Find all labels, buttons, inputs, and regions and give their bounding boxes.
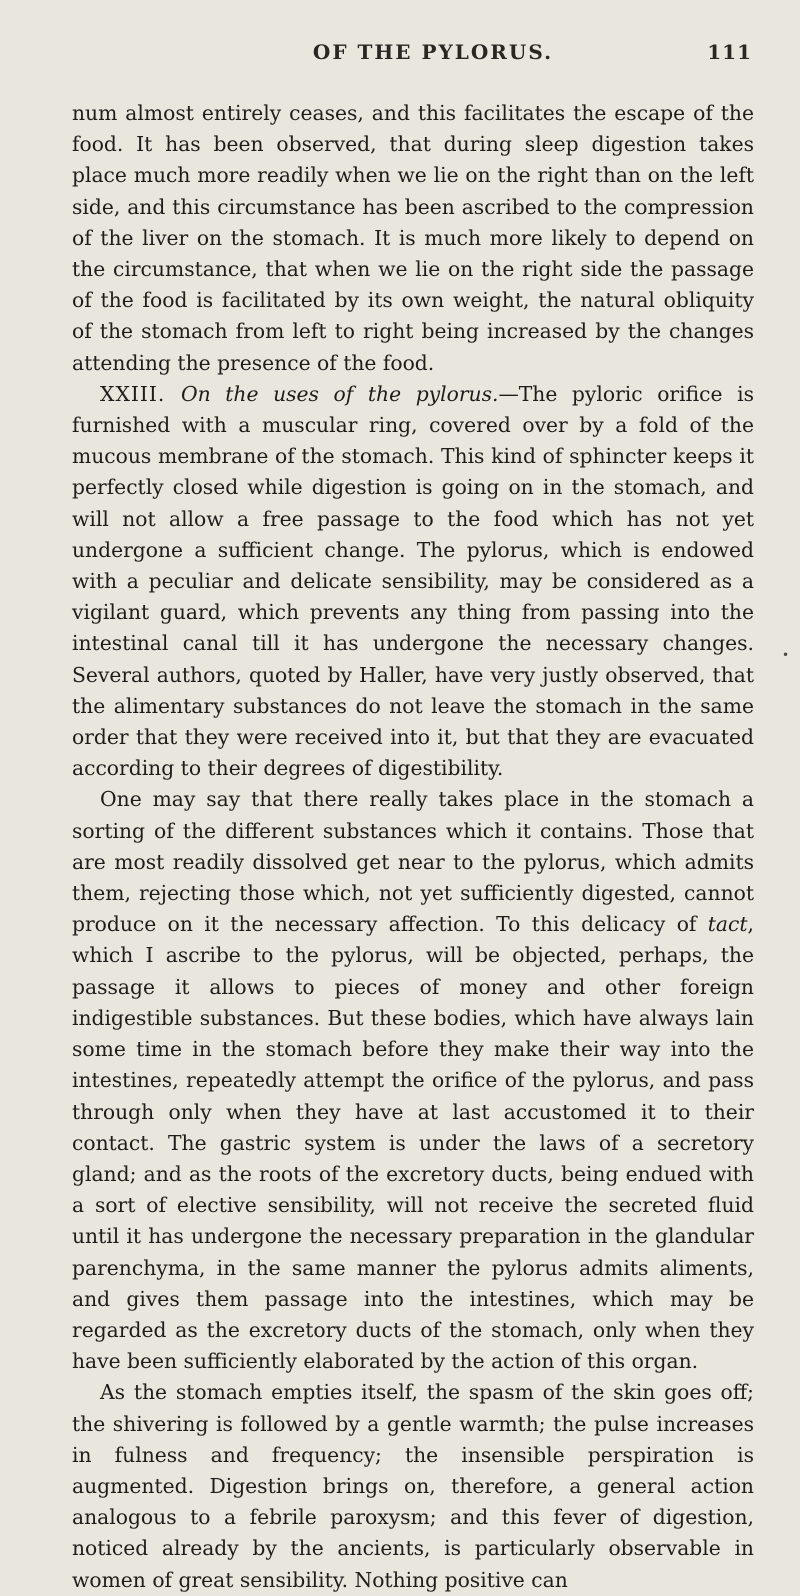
paragraph-text: As the stomach empties itself, the spasm of the skin goes off; the shivering is followed by a gentle warmth; the pulse increases in fulness and frequency; the insensible perspiration is augmented. Digestion brings on, therefore, a general action analogous to a febrile paroxysm; and this fever of digestion, noticed already by the ancients, is particularly observable in women of great sensibility. Nothing positive can <box>72 1380 754 1592</box>
running-head <box>72 40 754 80</box>
paragraph-text: —The pyloric orifice is furnished with a muscular ring, covered over by a fold of the mucous membrane of the stomach. This kind of sphincter keeps it perfectly closed while digestion is going on in the stomach, and will not allow a free passage to the food which has not yet undergone a sufficient change. The pylorus, which is endowed with a peculiar and delicate sensibility, may be considered as a vigilant guard, which prevents any thing from passing into the intestinal canal till it has undergone the necessary changes. Several authors, quoted by Haller, have very justly observed, that the alimentary substances do not leave the stomach in the same order that they were received into it, but that they are evacuated according to their degrees of digestibility. <box>72 381 754 781</box>
paragraph-sorting <box>72 784 754 1377</box>
paragraph-section-xxiii <box>72 379 754 785</box>
section-number: XXIII. <box>100 381 181 406</box>
paragraph-continuation <box>72 98 754 379</box>
paragraph-digestion-fever <box>72 1377 754 1595</box>
margin-mark: • <box>782 648 790 662</box>
paragraph-text: num almost entirely ceases, and this facilitates the escape of the food. It has been observed, that during sleep digestion takes place much more readily when we lie on the right than on the left side, and this circumstance has been ascribed to the compression of the liver on the stomach. It is much more likely to depend on the circumstance, that when we lie on the right side the passage of the food is facilitated by its own weight, the natural obliquity of the stomach from left to right being increased by the changes attending the presence of the food. <box>72 101 754 375</box>
body-text <box>72 98 754 1596</box>
page-number: 111 <box>707 40 752 64</box>
paragraph-text: One may say that there really takes place in the stomach a sorting of the different substances which it contains. Those that are most readily dissolved get near to the pylorus, which admits them, rejecting those which, not yet sufficiently digested, cannot produce on it the necessary affection. To this delicacy of <box>72 787 754 937</box>
paragraph-text: , which I ascribe to the pylorus, will be objected, perhaps, the passage it allows to pieces of money and other foreign indigestible substances. But these bodies, which have always lain some time in the stomach before they make their way into the intestines, repeatedly attempt the orifice of the pylorus, and pass through only when they have at last accustomed it to their contact. The gastric system is under the laws of a secretory gland; and as the roots of the excretory ducts, being endued with a sort of elective sensibility, will not receive the secreted fluid until it has undergone the necessary preparation in the glandular parenchyma, in the same manner the pylorus admits aliments, and gives them passage into the intestines, which may be regarded as the excretory ducts of the stomach, only when they have been sufficiently elaborated by the action of this organ. <box>72 912 754 1374</box>
section-title: On the uses of the pylorus. <box>180 381 499 406</box>
italic-word: tact <box>707 912 748 937</box>
running-title: OF THE PYLORUS. <box>312 40 554 64</box>
